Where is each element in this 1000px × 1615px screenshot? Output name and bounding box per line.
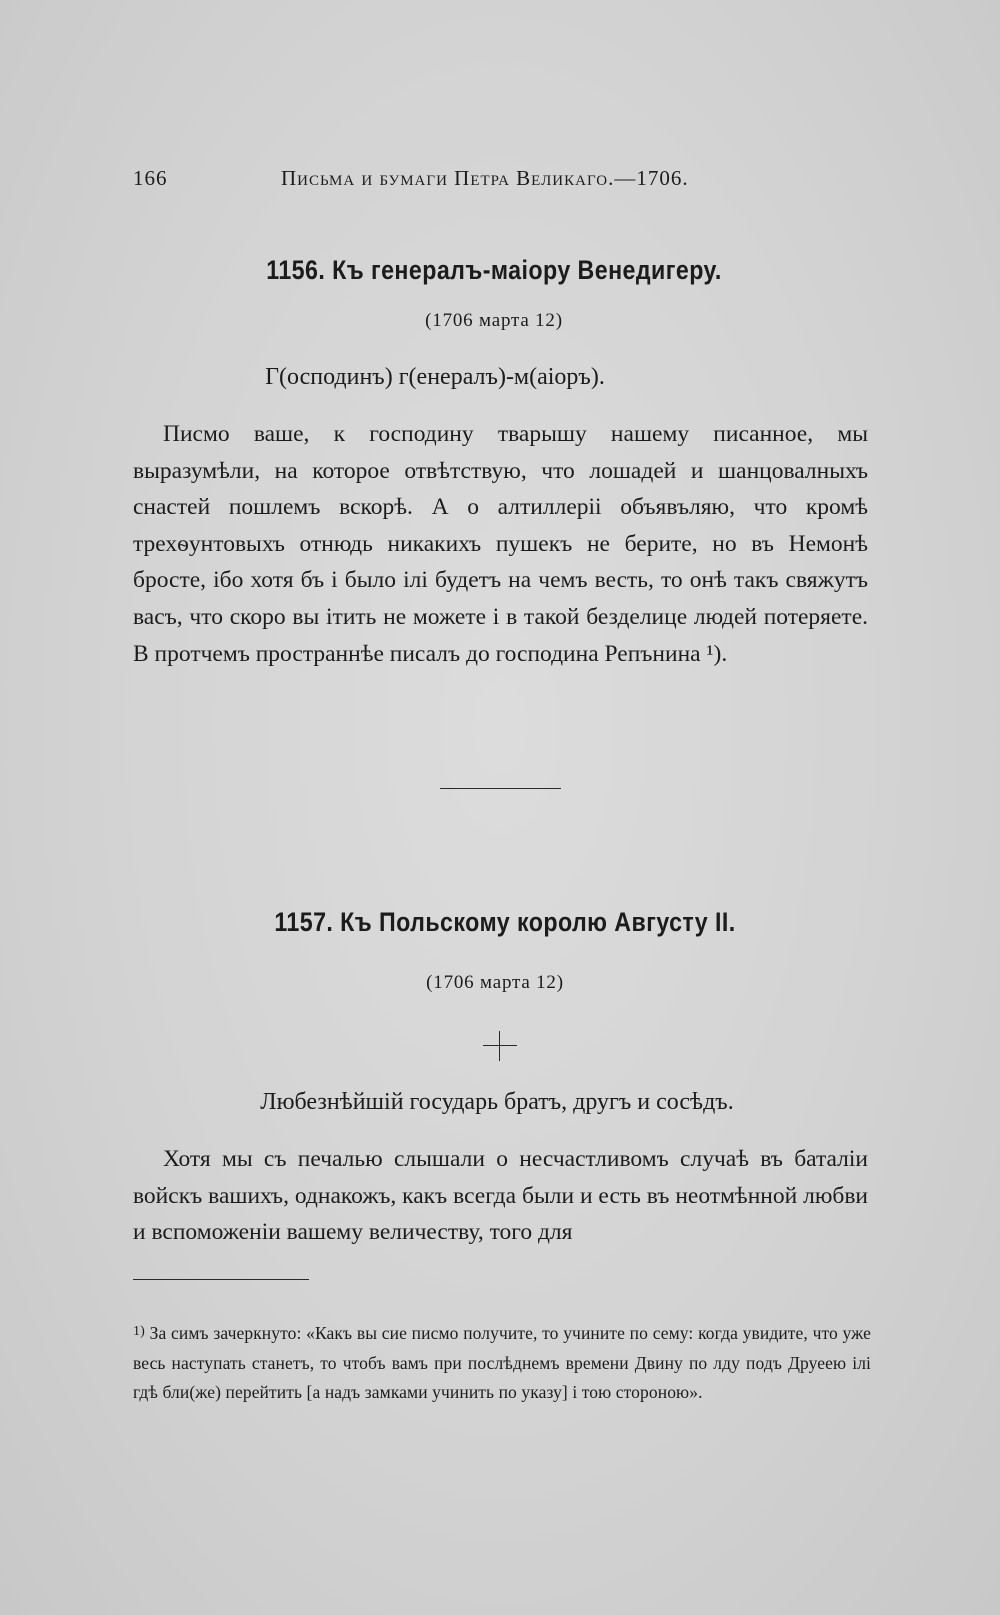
letter-heading-1156: 1156. Къ генералъ-маіору Венедигеру.: [266, 255, 722, 285]
letter-body-1157: Хотя мы съ печалью слышали о несчастливомъ случаѣ въ баталіи войскъ вашихъ, однакожъ, какъ всегда были и есть въ неотмѣнной любви и вспоможеніи вашему величеству, того для: [133, 1146, 868, 1246]
footnote-marker: 1): [133, 1324, 145, 1339]
letter-salutation-1156: Г(осподинъ) г(енералъ)-м(аіоръ).: [265, 364, 605, 390]
letter-heading-1157: 1157. Къ Польскому королю Августу II.: [274, 907, 736, 937]
cross-icon: [483, 1031, 517, 1061]
running-title: Письма и бумаги Петра Великаго.—1706.: [281, 166, 689, 190]
running-head: [133, 166, 873, 200]
letter-body-1156: Писмо ваше, к господину тварышу нашему писанное, мы выразумѣли, на которое отвѣтствую, что лошадей и шанцовалныхъ снастей пошлемъ вскорѣ. А о алтиллеріі объявъляю, что кромѣ трехѳунтовыхъ отнюдь никакихъ пушекъ не берите, но въ Немонѣ бросте, ібо хотя бъ і было ілі будетъ на чемъ весть, то онѣ такъ свяжутъ васъ, что скоро вы ітить не можете і в такой безделице людей потеряете. В протчемъ пространнѣе писалъ до господина Репънина ¹).: [133, 421, 868, 667]
page-number: 166: [133, 166, 168, 190]
footnote: [133, 1317, 871, 1408]
letter-date-1156: (1706 марта 12): [425, 310, 563, 331]
letter-salutation-1157: Любезнѣйшій государь братъ, другъ и сосѣдъ.: [260, 1089, 734, 1115]
footnote-divider: [133, 1279, 309, 1280]
footnote-text: За симъ зачеркнуто: «Какъ вы сие писмо получите, то учините по сему: когда увидите, что уже весь наступать станетъ, то чтобъ вамъ при послѣднемъ времени Двину по лду подъ Друеею ілі гдѣ бли(же) перейтить [а надъ замками учинить по указу] і тою стороною».: [133, 1323, 871, 1402]
section-divider: [440, 788, 561, 789]
letter-date-1157: (1706 марта 12): [426, 972, 564, 993]
